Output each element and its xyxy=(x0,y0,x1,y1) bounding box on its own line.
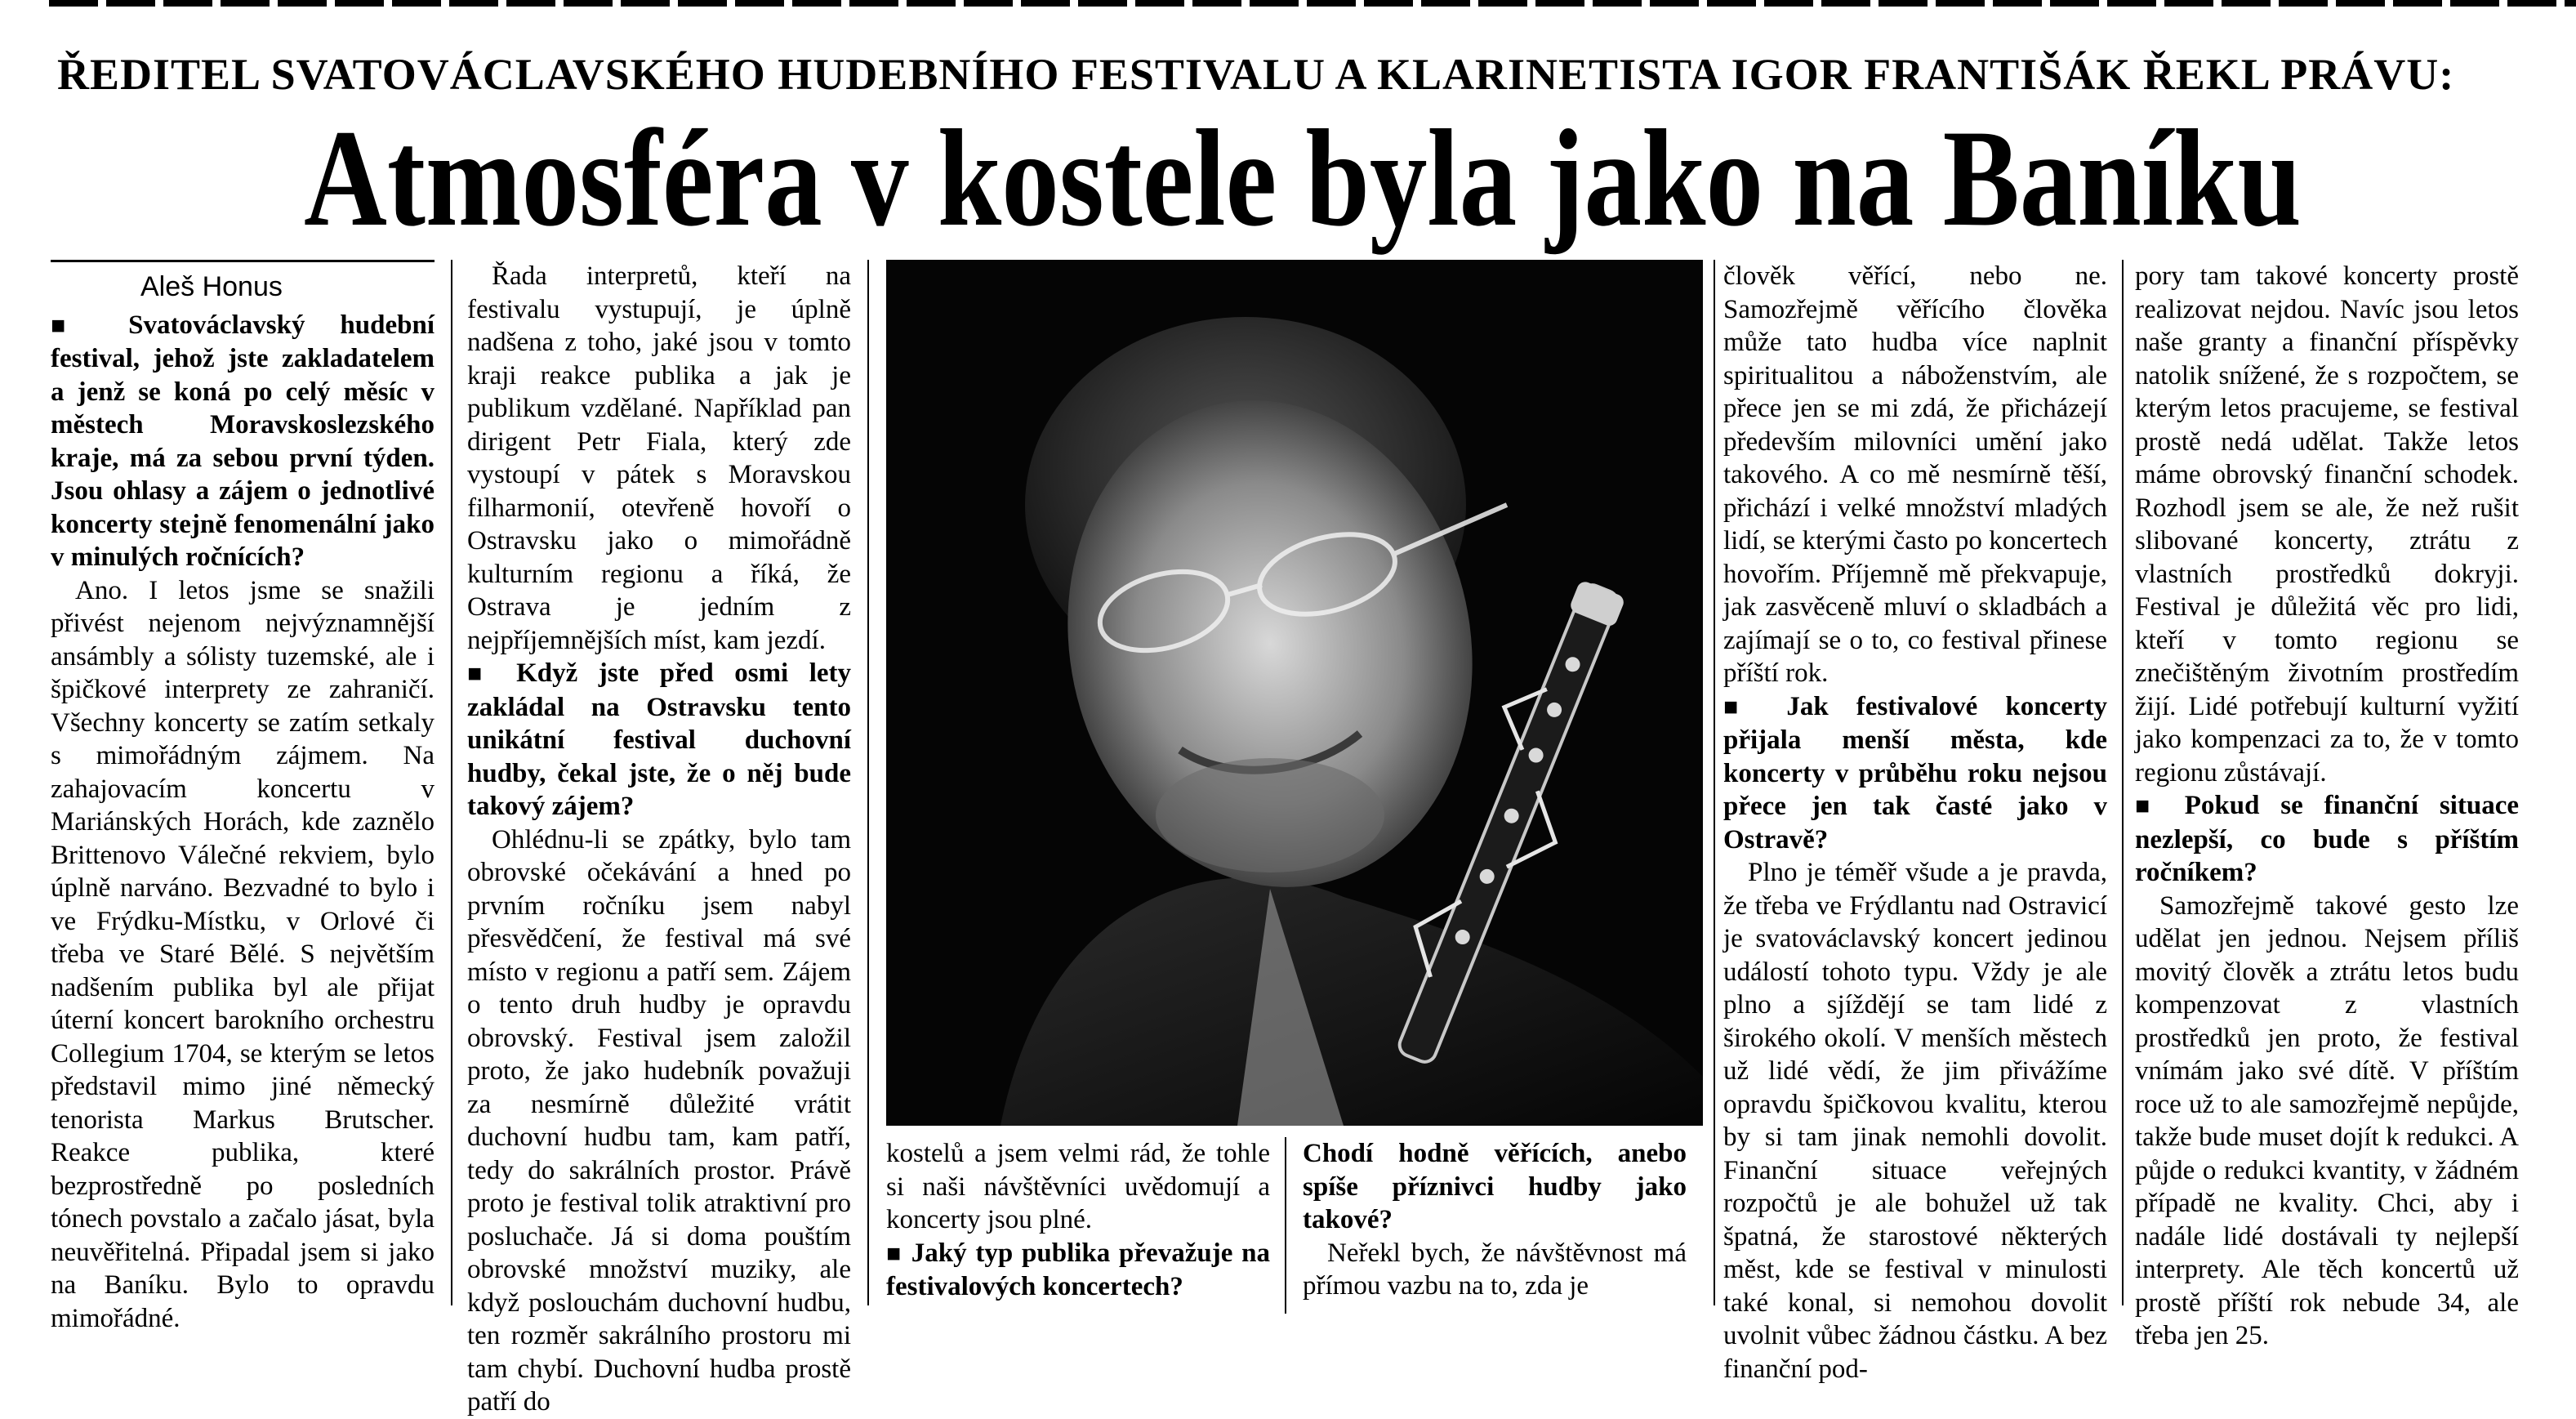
answer-4: Neřekl bych, že návštěvnost má přímou vazbu na to, zda je xyxy=(1303,1238,1687,1301)
question-5: ■ Jak festivalové koncerty přijala menší města, kde koncerty v průběhu roku nejsou přece jen tak časté jako v Ostravě? xyxy=(1723,690,2107,857)
column-rule xyxy=(2122,260,2124,1305)
answer-1: Ano. I letos jsme se snažili přivést nejenom nejvýznamnější ansámbly a sólisty tuzemské, ale i špičkové interprety ze zahraničí. Všechny koncerty se zatím setkaly s mimořádným zájmem. Na zahajovacím koncertu v Mariánských Horách, kde zaznělo Brittenovo Válečné rekviem, bylo úplně narváno. Bezvadné to bylo i ve Frýdku-Místku, v Orlové či třeba ve Staré Bělé. S největším nadšením publika byl ale přijat úterní koncert barokního orchestru Collegium 1704, se kterým se letos představil mimo jiné německý tenorista Markus Brutscher. Reakce publika, které bezprostředně po posledních tónech povstalo a začalo jásat, byla neuvěřitelná. Připadal jsem si jako na Baníku. Bylo to opravdu mimořádné. xyxy=(51,575,435,1333)
column-rule xyxy=(451,260,452,1305)
question-3: ■ Jaký typ publika převažuje na festivalových koncertech? xyxy=(886,1237,1270,1304)
answer-6: Samozřejmě takové gesto lze udělat jen jednou. Nejsem příliš movitý člověk a ztrátu letos budu kompenzovat z vlastních prostředků jen proto, že festival vnímám jako své dítě. V příštím roce už to ale samozřejmě nepůjde, takže bude muset dojít k redukci. A půjde o redukci kvantity, v žádném případě ne kvality. Chci, aby i nadále lidé dostávali ty nejlepší interprety. Ale těch koncertů už prostě příští rok nebude 34, ale třeba jen 25. xyxy=(2135,890,2519,1350)
headline: Atmosféra v kostele byla jako na Baníku xyxy=(304,101,2302,255)
column-rule xyxy=(1714,260,1715,1305)
column-1 xyxy=(51,260,435,1333)
question-4: Chodí hodně věřících, anebo spíše příznivci hudby jako takové? xyxy=(1303,1139,1687,1234)
paragraph: kostelů a jsem velmi rád, že tohle si naši návštěvníci uvědomují a koncerty jsou plné. xyxy=(886,1139,1270,1234)
answer-5: Plno je téměř všude a je pravda, že třeba ve Frýdlantu nad Ostravicí je svatováclavský koncert jedinou událostí tohoto typu. Vždy je ale plno a sjíždějí se tam lidé z širokého okolí. V menších městech už lidé vědí, že jim přivážíme opravdu špičkovou kvalitu, kterou by si tam jinak nemohli dovolit. Finanční situace veřejných rozpočtů je ale bohužel už tak špatná, že starostové některých měst, kde se festival v minulosti také konal, si nemohou dovolit uvolnit vůbec žádnou částku. A bez finanční pod- xyxy=(1723,858,2107,1384)
byline: Aleš Honus xyxy=(140,271,283,302)
column-2 xyxy=(467,260,851,1417)
paragraph: pory tam takové koncerty prostě realizovat nejdou. Navíc jsou letos naše granty a finanční příspěvky natolik snížené, že s rozpočtem, se kterým letos pracujeme, se festival prostě nedá udělat. Takže letos máme obrovský finanční schodek. Rozhodl jsem se ale, že než rušit slibované koncerty, ztrátu z vlastních prostředků dokryji. Festival je důležitá věc pro lidi, kteří v tomto regionu se znečištěným životním prostředím žijí. Lidé potřebují kulturní vyžití jako kompenzaci za to, že v tomto regionu zůstávají. xyxy=(2135,261,2519,788)
clarinetist-portrait-image xyxy=(886,260,1703,1126)
column-5 xyxy=(2135,260,2519,1350)
question-1: ■ Svatováclavský hudební festival, jehož jste zakladatelem a jenž se koná po celý měsíc v městech Moravskoslezského kraje, má za sebou první týden. Jsou ohlasy a zájem o jednotlivé koncerty stejně fenomenální jako v minulých ročnících? xyxy=(51,309,435,574)
column-3b xyxy=(1303,1137,1687,1314)
paragraph: Řada interpretů, kteří na festivalu vystupují, je úplně nadšena z toho, jaké jsou v tomto kraji reakce publika a jak je publikum vzdělané. Například pan dirigent Petr Fiala, který zde vystoupí v pátek s Moravskou filharmonií, otevřeně hovoří o Ostravsku jako o mimořádně kulturním regionu a říká, že Ostrava je jedním z nejpříjemnějších míst, kam jezdí. xyxy=(467,261,851,655)
answer-2: Ohlédnu-li se zpátky, bylo tam obrovské očekávání a hned po prvním ročníku jsem nabyl přesvědčení, že festival má své místo v regionu a patří sem. Zájem o tento druh hudby je opravdu obrovský. Festival jsem založil proto, že jako hudebník považuji za nesmírně důležité vrátit duchovní hudbu tam, kam patří, tedy do sakrálních prostor. Právě proto je festival tolik atraktivní pro posluchače. Já si doma pouštím obrovské množství muziky, ale když poslouchám duchovní hudbu, ten rozměr sakrálního prostoru mi tam chybí. Duchovní hudba prostě patří do xyxy=(467,824,851,1417)
column-rule xyxy=(867,260,869,1305)
portrait-photo xyxy=(886,260,1703,1126)
question-6: ■ Pokud se finanční situace nezlepší, co bude s příštím ročníkem? xyxy=(2135,789,2519,890)
question-2: ■ Když jste před osmi lety zakládal na Ostravsku tento unikátní festival duchovní hudby, čekal jste, že o něj bude takový zájem? xyxy=(467,657,851,823)
kicker: ŘEDITEL SVATOVÁCLAVSKÉHO HUDEBNÍHO FESTIVALU A KLARINETISTA IGOR FRANTIŠÁK ŘEKL PRÁVU: xyxy=(57,50,2455,99)
column-rule xyxy=(1285,1137,1286,1314)
byline-block xyxy=(51,260,435,304)
top-rule xyxy=(49,0,2576,7)
paragraph: člověk věřící, nebo ne. Samozřejmě věřícího člověka může tato hudba více naplnit spiritualitou a náboženstvím, ale přece jen se mi zdá, že přicházejí především milovníci umění jako takového. A co mě nesmírně těší, přichází i velké množství mladých lidí, se kterými často po koncertech hovořím. Příjemně mě překvapuje, jak zasvěceně mluví o skladbách a zajímají se o to, co festival přinese příští rok. xyxy=(1723,261,2107,688)
column-3a xyxy=(886,1137,1270,1314)
column-4 xyxy=(1723,260,2107,1384)
